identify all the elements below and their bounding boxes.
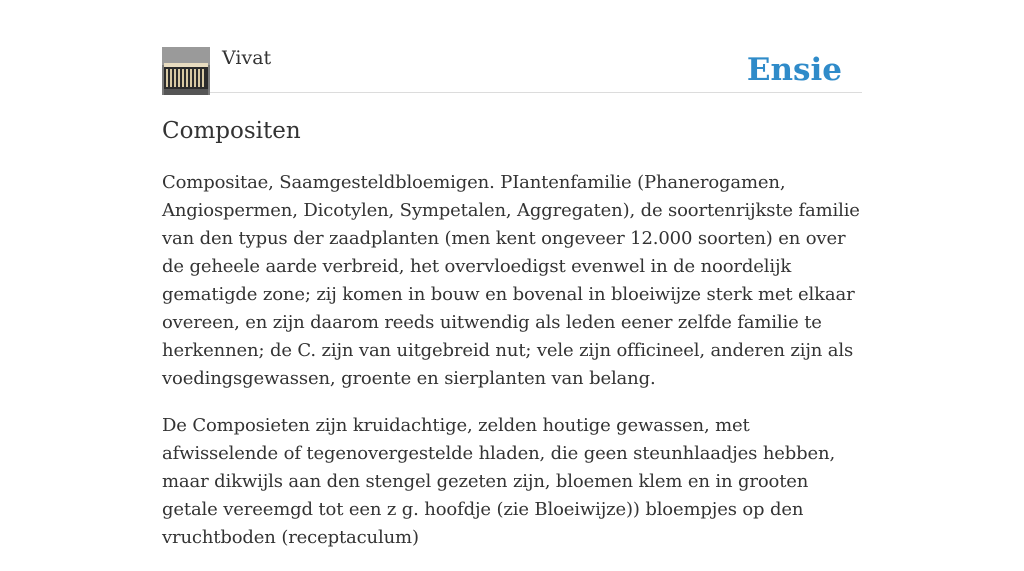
header (162, 46, 862, 93)
article-body (162, 169, 864, 571)
source-name[interactable]: Vivat (222, 47, 272, 69)
source-avatar[interactable] (162, 47, 210, 95)
article-paragraph: De Composieten zijn kruidachtige, zelden houtige gewassen, met afwisselende of tegenovergestelde hladen, die geen steunhlaadjes hebben, maar dikwijls aan den stengel gezeten zijn, bloemen klem en in grooten getale vereemgd tot een z g. hoofdje (zie Bloeiwijze)) bloempjes op den vruchtboden (receptaculum) (162, 415, 836, 548)
article-paragraph: Compositae, Saamgesteldbloemigen. PIantenfamilie (Phanerogamen, Angiospermen, Dicotylen, Sympetalen, Aggregaten), de soortenrijkste familie van den typus der zaadplanten (men kent ongeveer 12.000 soorten) en over de geheele aarde verbreid, het overvloedigst evenwel in de noordelijk gematigde zone; zij komen in bouw en bovenal in bloeiwijze sterk met elkaar overeen, en zijn daarom reeds uitwendig als leden eener zelfde familie te herkennen; de C. zijn van uitgebreid nut; vele zijn officineel, anderen zijn als voedingsgewassen, groente en sierplanten van belang. (162, 172, 860, 389)
book-spines-icon (162, 47, 210, 95)
brand-logo[interactable]: Ensie (746, 52, 842, 88)
article-title: Compositen (162, 118, 301, 144)
